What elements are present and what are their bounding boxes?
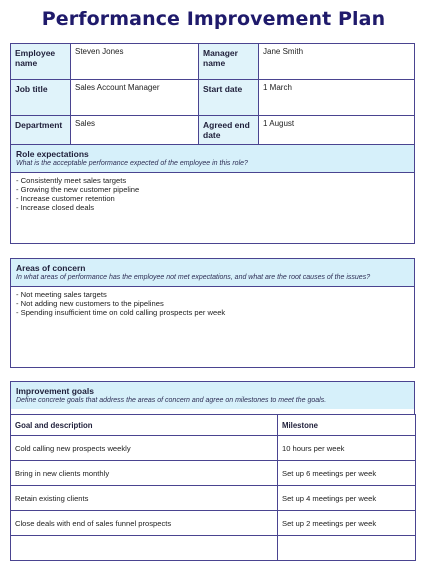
list-item: - Not adding new customers to the pipelines — [16, 299, 164, 308]
job-title-value[interactable]: Sales Account Manager — [71, 80, 199, 116]
list-item: - Increase customer retention — [16, 194, 115, 203]
job-title-label: Job title — [11, 80, 71, 116]
table-row — [11, 486, 416, 511]
areas-of-concern-subtitle: In what areas of performance has the employee not met expectations, and what are the root causes of the issues? — [16, 274, 371, 281]
manager-name-value[interactable]: Jane Smith — [259, 44, 415, 80]
employee-name-label: Employee name — [11, 44, 71, 80]
goal-cell[interactable]: Close deals with end of sales funnel prospects — [11, 511, 278, 536]
improvement-goals-section — [10, 381, 415, 414]
list-item: - Spending insufficient time on cold calling prospects per week — [16, 308, 226, 317]
milestone-cell[interactable]: 10 hours per week — [278, 436, 416, 461]
milestone-cell[interactable] — [278, 536, 416, 561]
areas-of-concern-header — [11, 259, 414, 287]
employee-name-value[interactable]: Steven Jones — [71, 44, 199, 80]
improvement-goals-title: Improvement goals — [16, 386, 94, 396]
table-header-row — [11, 415, 416, 436]
info-row — [11, 44, 415, 80]
role-expectations-body[interactable] — [11, 173, 414, 215]
milestone-cell[interactable]: Set up 2 meetings per week — [278, 511, 416, 536]
start-date-label: Start date — [199, 80, 259, 116]
goal-cell[interactable]: Cold calling new prospects weekly — [11, 436, 278, 461]
milestone-cell[interactable]: Set up 6 meetings per week — [278, 461, 416, 486]
list-item: - Increase closed deals — [16, 203, 95, 212]
areas-of-concern-section — [10, 258, 415, 368]
list-item: - Not meeting sales targets — [16, 290, 107, 299]
areas-of-concern-body[interactable] — [11, 287, 414, 320]
table-row — [11, 536, 416, 561]
goal-cell[interactable] — [11, 536, 278, 561]
agreed-end-date-label: Agreed end date — [199, 116, 259, 152]
page-title: Performance Improvement Plan — [41, 8, 386, 30]
manager-name-label: Manager name — [199, 44, 259, 80]
employee-info-table — [10, 43, 415, 152]
role-expectations-section — [10, 144, 415, 244]
goal-cell[interactable]: Retain existing clients — [11, 486, 278, 511]
department-label: Department — [11, 116, 71, 152]
role-expectations-title: Role expectations — [16, 149, 89, 159]
list-item: - Consistently meet sales targets — [16, 176, 127, 185]
table-row — [11, 436, 416, 461]
milestone-cell[interactable]: Set up 4 meetings per week — [278, 486, 416, 511]
areas-of-concern-title: Areas of concern — [16, 263, 86, 273]
agreed-end-date-value[interactable]: 1 August — [259, 116, 415, 152]
department-value[interactable]: Sales — [71, 116, 199, 152]
role-expectations-header — [11, 145, 414, 173]
role-expectations-subtitle: What is the acceptable performance expected of the employee in this role? — [16, 160, 248, 167]
goal-column-header: Goal and description — [11, 415, 278, 436]
goal-cell[interactable]: Bring in new clients monthly — [11, 461, 278, 486]
table-row — [11, 461, 416, 486]
list-item: - Growing the new customer pipeline — [16, 185, 140, 194]
improvement-goals-header — [11, 382, 414, 409]
improvement-goals-subtitle: Define concrete goals that address the areas of concern and agree on milestones to meet the goals. — [16, 397, 327, 404]
start-date-value[interactable]: 1 March — [259, 80, 415, 116]
info-row — [11, 80, 415, 116]
milestone-column-header: Milestone — [278, 415, 416, 436]
improvement-goals-table — [10, 414, 416, 561]
